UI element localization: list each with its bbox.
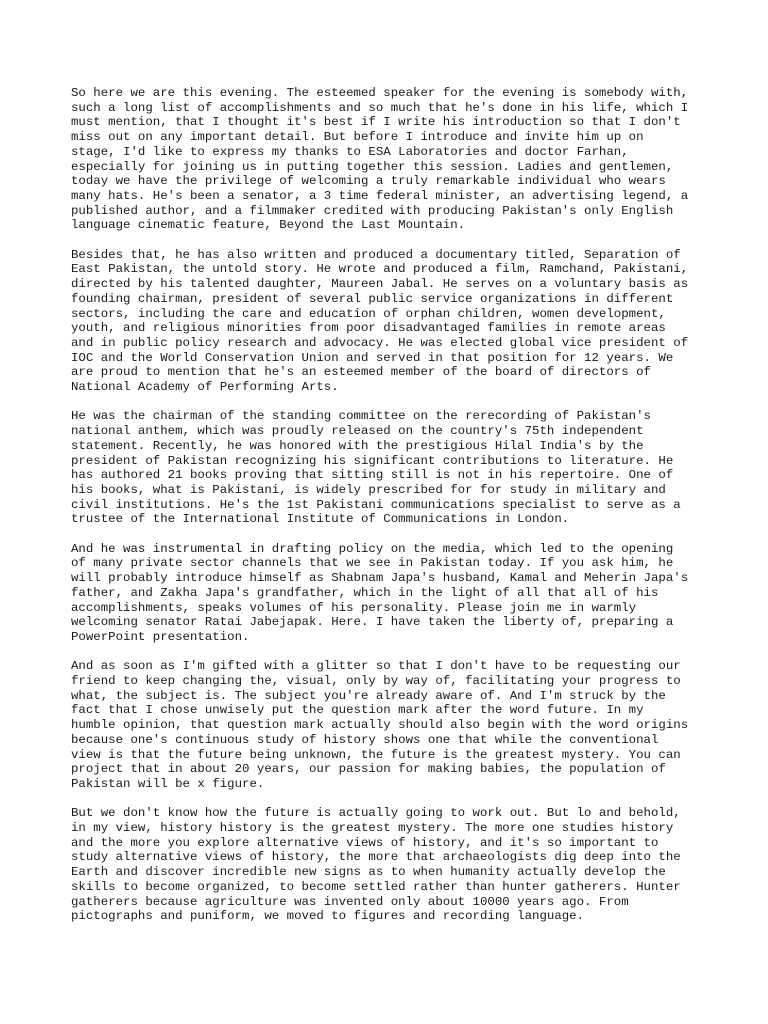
paragraph-3: He was the chairman of the standing committee on the rerecording of Pakistan's national anthem, which was proudly released on the country's 75th independent statement. Recently, he was honored with the prestigious Hilal India's by the president of Pakistan recognizing his significant contributions to literature. He has authored 21 books proving that sitting still is not in his repertoire. One of his books, what is Pakistani, is widely prescribed for for study in military and civil institutions. He's the 1st Pakistani communications specialist to serve as a trustee of the International Institute of Communications in London. <box>71 409 681 527</box>
paragraph-5: And as soon as I'm gifted with a glitter so that I don't have to be requesting our friend to keep changing the, visual, only by way of, facilitating your progress to what, the subject is. The subject you're already aware of. And I'm struck by the fact that I chose unwisely put the question mark after the word future. In my humble opinion, that question mark actually should also begin with the word origins because one's continuous study of history shows one that while the conventional view is that the future being unknown, the future is the greatest mystery. You can project that in about 20 years, our passion for making babies, the population of Pakistan will be x figure. <box>71 659 689 791</box>
paragraph-2: Besides that, he has also written and produced a documentary titled, Separation of East Pakistan, the untold story. He wrote and produced a film, Ramchand, Pakistani, directed by his talented daughter, Maureen Jabal. He serves on a voluntary basis as founding chairman, president of several public service organizations in different sectors, including the care and education of orphan children, women development, youth, and religious minorities from poor disadvantaged families in remote areas and in public policy research and advocacy. He was elected global vice president of IOC and the World Conservation Union and served in that position for 12 years. We are proud to mention that he's an esteemed member of the board of directors of National Academy of Performing Arts. <box>71 247 689 395</box>
document-body <box>71 86 711 939</box>
paragraph-6: But we don't know how the future is actually going to work out. But lo and behold, in my view, history history is the greatest mystery. The more one studies history and the more you explore alternative views of history, and it's so important to study alternative views of history, the more that archaeologists dig deep into the Earth and discover incredible new signs as to when humanity actually develop the skills to become organized, to become settled rather than hunter gatherers. Hunter gatherers because agriculture was invented only about 10000 years ago. From pictographs and puniform, we moved to figures and recording language. <box>71 806 681 924</box>
paragraph-1: So here we are this evening. The esteemed speaker for the evening is somebody with, such a long list of accomplishments and so much that he's done in his life, which I must mention, that I thought it's best if I write his introduction so that I don't miss out on any important detail. But before I introduce and invite him up on stage, I'd like to express my thanks to ESA Laboratories and doctor Farhan, especially for joining us in putting together this session. Ladies and gentlemen, today we have the privilege of welcoming a truly remarkable individual who wears many hats. He's been a senator, a 3 time federal minister, an advertising legend, a published author, and a filmmaker credited with producing Pakistan's only English language cinematic feature, Beyond the Last Mountain. <box>71 86 689 233</box>
paragraph-4: And he was instrumental in drafting policy on the media, which led to the opening of many private sector channels that we see in Pakistan today. If you ask him, he will probably introduce himself as Shabnam Japa's husband, Kamal and Meherin Japa's father, and Zakha Japa's grandfather, which in the light of all that all of his accomplishments, speaks volumes of his personality. Please join me in warmly welcoming senator Ratai Jabejapak. Here. I have taken the liberty of, preparing a PowerPoint presentation. <box>71 541 689 644</box>
